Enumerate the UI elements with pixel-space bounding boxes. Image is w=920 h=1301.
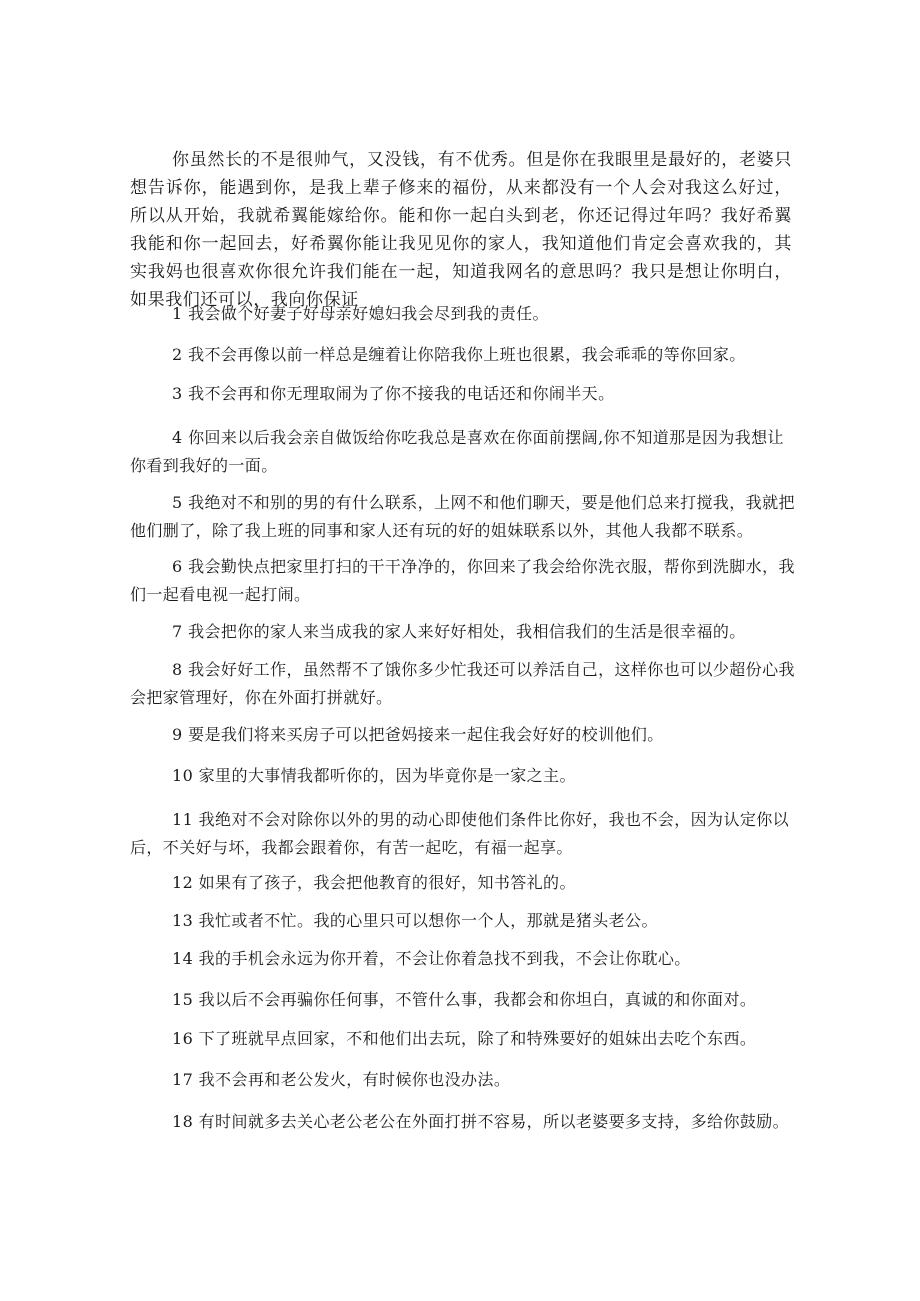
promise-item-14: 14 我的手机会永远为你开着，不会让你着急找不到我，不会让你耽心。 [172,949,691,968]
promise-item-16: 16 下了班就早点回家，不和他们出去玩，除了和特殊要好的姐妹出去吃个东西。 [172,1029,757,1048]
promise-item-4: 4 你回来以后我会亲自做饭给你吃我总是喜欢在你面前摆阔,你不知道那是因为我想让你看到我好的一面。 [130,428,784,475]
promise-item-2: 2 我不会再像以前一样总是缠着让你陪我你上班也很累，我会乖乖的等你回家。 [172,345,746,364]
promise-item-9: 9 要是我们将来买房子可以把爸妈接来一起住我会好好的校训他们。 [172,725,664,744]
promise-item-3: 3 我不会再和你无理取闹为了你不接我的电话还和你闹半天。 [172,384,615,403]
promise-item-1: 1 我会做个好妻子好母亲好媳妇我会尽到我的责任。 [172,304,549,323]
promise-item-10: 10 家里的大事情我都听你的，因为毕竟你是一家之主。 [172,766,576,785]
promise-item-11: 11 我绝对不会对除你以外的男的动心即使他们条件比你好，我也不会，因为认定你以后，不关好与坏，我都会跟着你，有苦一起吃，有福一起享。 [130,810,790,857]
promise-item-12: 12 如果有了孩子，我会把他教育的很好，知书答礼的。 [172,873,576,892]
promise-item-15: 15 我以后不会再骗你任何事，不管什么事，我都会和你坦白，真诚的和你面对。 [172,990,757,1009]
promise-item-7: 7 我会把你的家人来当成我的家人来好好相处，我相信我们的生活是很幸福的。 [172,622,746,641]
promise-item-5: 5 我绝对不和别的男的有什么联系，上网不和他们聊天，要是他们总来打搅我，我就把他们删了，除了我上班的同事和家人还有玩的好的姐妹联系以外，其他人我都不联系。 [130,493,795,540]
promise-item-13: 13 我忙或者不忙。我的心里只可以想你一个人，那就是猪头老公。 [172,911,658,930]
promise-item-8: 8 我会好好工作，虽然帮不了饿你多少忙我还可以养活自己，这样你也可以少超份心我会把家管理好，你在外面打拼就好。 [130,660,795,707]
promise-item-17: 17 我不会再和老公发火，有时候你也没办法。 [172,1070,511,1089]
promise-item-18: 18 有时间就多去关心老公老公在外面打拼不容易，所以老婆要多支持，多给你鼓励。 [172,1112,790,1131]
promise-item-6: 6 我会勤快点把家里打扫的干干净净的，你回来了我会给你洗衣服，帮你到洗脚水，我们一起看电视一起打闹。 [130,557,795,604]
intro-paragraph: 你虽然长的不是很帅气，又没钱，有不优秀。但是你在我眼里是最好的，老婆只想告诉你，能遇到你，是我上辈子修来的福份，从来都没有一个人会对我这么好过，所以从开始，我就希翼能嫁给你。能和你一起白头到老，你还记得过年吗？我好希翼我能和你一起回去，好希翼你能让我见见你的家人，我知道他们肯定会喜欢我的，其实我妈也很喜欢你很允许我们能在一起，知道我网名的意思吗？我只是想让你明白，如果我们还可以，我向你保证 [130,150,792,310]
